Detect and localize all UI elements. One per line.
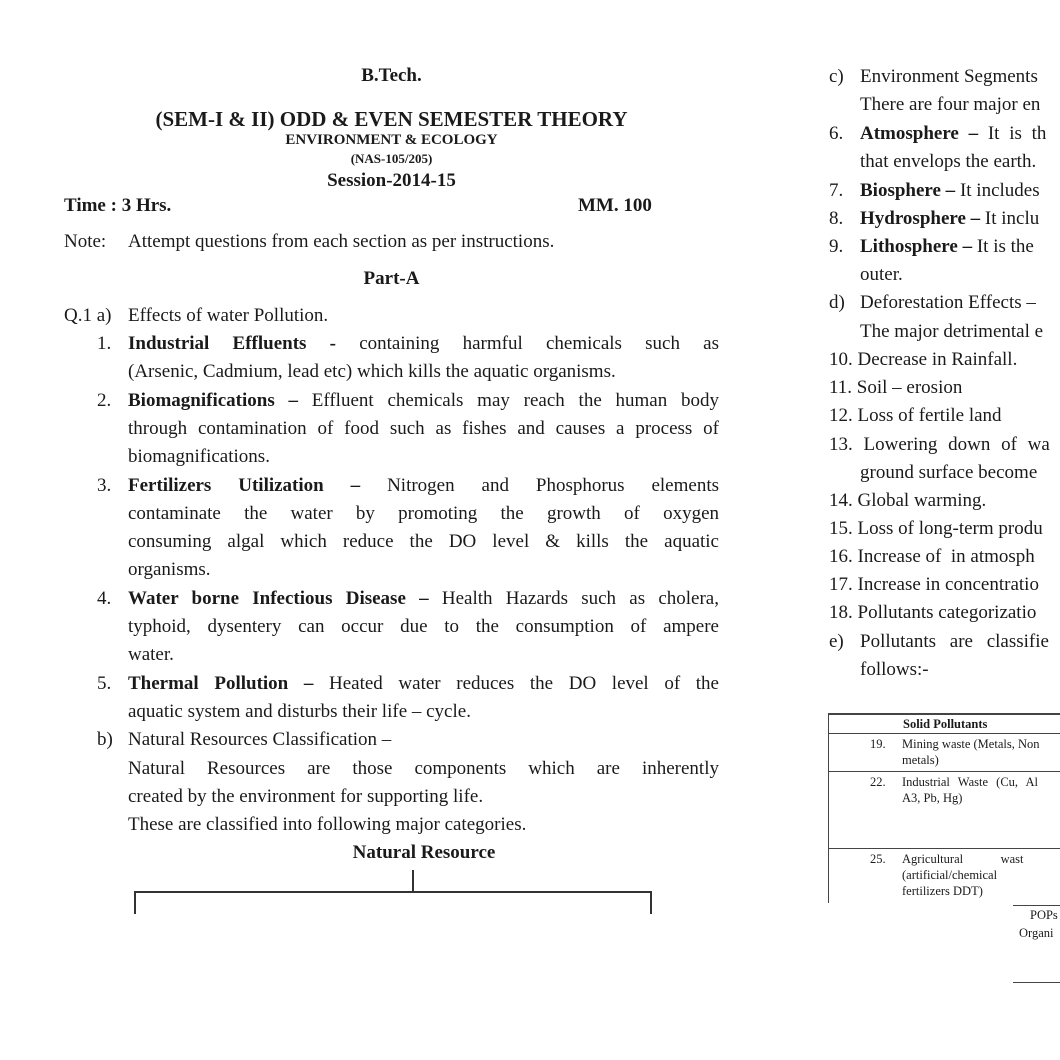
effect-item: 13. Lowering down of wa [829, 434, 1050, 455]
question-e-title: Pollutants are classifie [860, 631, 1049, 652]
effect-item: 15. Loss of long-term produ [829, 518, 1043, 539]
question-c-title: Environment Segments [860, 66, 1038, 87]
item-line: typhoid, dysentery can occur due to the consumption of ampere [128, 616, 719, 637]
item-term: Hydrosphere – [860, 208, 981, 229]
item-first-line: Biomagnifications – Effluent chemicals may reach the human body [128, 390, 719, 411]
exam-heading: (SEM-I & II) ODD & EVEN SEMESTER THEORY [155, 107, 628, 131]
paragraph-line: created by the environment for supporting life. [128, 786, 484, 807]
time-label: Time : 3 Hrs. [64, 195, 172, 216]
item-first-line: Atmosphere – It is th [860, 123, 1047, 144]
table-row-divider [828, 733, 1060, 734]
item-line: biomagnifications. [128, 446, 270, 467]
item-term: Industrial Effluents - [128, 333, 336, 354]
item-line: contaminate the water by promoting the growth of oxygen [128, 503, 719, 524]
question-d-label: d) [829, 292, 845, 313]
row-line: Industrial Waste (Cu, Al [902, 775, 1038, 789]
item-first-line: Biosphere – It includes [860, 180, 1040, 201]
table-row-divider [828, 848, 1060, 849]
item-line: water. [128, 644, 174, 665]
table-header: Solid Pollutants [903, 717, 988, 731]
effect-item: 10. Decrease in Rainfall. [829, 349, 1018, 370]
item-line: outer. [860, 264, 903, 285]
row-number: 19. [870, 737, 886, 751]
item-first-line: Hydrosphere – It inclu [860, 208, 1040, 229]
row-line: Mining waste (Metals, Non [902, 737, 1040, 751]
effect-item: 14. Global warming. [829, 490, 987, 511]
item-first-line: Industrial Effluents - containing harmful chemicals such as [128, 333, 720, 354]
row-line: fertilizers DDT) [902, 884, 983, 898]
question-e-label: e) [829, 631, 844, 652]
item-number: 9. [829, 236, 844, 257]
item-first-line: Water borne Infectious Disease – Health Hazards such as cholera, [128, 588, 719, 609]
item-number: 4. [97, 588, 112, 609]
item-line: aquatic system and disturbs their life – cycle. [128, 701, 471, 722]
session-heading: Session-2014-15 [327, 170, 456, 191]
diagram-left-drop [134, 891, 136, 914]
paragraph-line: The major detrimental e [860, 321, 1044, 342]
item-number: 5. [97, 673, 112, 694]
question-c-label: c) [829, 66, 844, 87]
item-first-line: Lithosphere – It is the [860, 236, 1034, 257]
question-b-title: Natural Resources Classification – [128, 729, 392, 750]
item-line: through contamination of food such as fishes and causes a process of [128, 418, 719, 439]
row-line: (artificial/chemical [902, 868, 998, 882]
table-border-left [828, 713, 829, 903]
effect-item-cont: ground surface become [860, 462, 1038, 483]
table-row-divider [828, 771, 1060, 772]
question-d-title: Deforestation Effects – [860, 292, 1036, 313]
effect-item: 18. Pollutants categorizatio [829, 602, 1037, 623]
item-line: organisms. [128, 559, 211, 580]
item-number: 2. [97, 390, 112, 411]
pops-rule-top [1013, 905, 1060, 906]
paragraph-line: Natural Resources are those components which are inherently [128, 758, 719, 779]
row-line: A3, Pb, Hg) [902, 791, 963, 805]
diagram-title: Natural Resource [352, 842, 496, 863]
right-column [820, 0, 1060, 1060]
item-term: Water borne Infectious Disease – [128, 588, 429, 609]
max-marks: MM. 100 [578, 195, 652, 216]
effect-item: 12. Loss of fertile land [829, 405, 1002, 426]
item-term: Lithosphere – [860, 236, 973, 257]
pops-rule-bottom [1013, 982, 1060, 983]
item-line: that envelops the earth. [860, 151, 1037, 172]
diagram-stem-line [412, 870, 414, 892]
item-line: consuming algal which reduce the DO level & kills the aquatic [128, 531, 719, 552]
item-term: Atmosphere – [860, 123, 979, 144]
question-b-label: b) [97, 729, 113, 750]
paragraph-line: There are four major en [860, 94, 1041, 115]
effect-item: 11. Soil – erosion [829, 377, 963, 398]
row-line: Agricultural wast [902, 852, 1024, 866]
item-line: (Arsenic, Cadmium, lead etc) which kills the aquatic organisms. [128, 361, 616, 382]
note-label: Note: [64, 231, 107, 252]
item-term: Biosphere – [860, 180, 956, 201]
row-line: metals) [902, 753, 939, 767]
effect-item: 16. Increase of in atmosph [829, 546, 1035, 567]
pops-label: POPs [1030, 908, 1058, 922]
note-text: Attempt questions from each section as per instructions. [128, 231, 555, 252]
question-a-title: Effects of water Pollution. [128, 305, 329, 326]
effect-item: 17. Increase in concentratio [829, 574, 1039, 595]
table-border-top [828, 713, 1060, 715]
paragraph-line: These are classified into following major categories. [128, 814, 527, 835]
item-term: Biomagnifications – [128, 390, 298, 411]
part-heading: Part-A [363, 268, 420, 289]
item-number: 1. [97, 333, 112, 354]
degree-heading: B.Tech. [361, 65, 422, 86]
item-number: 7. [829, 180, 844, 201]
item-number: 3. [97, 475, 112, 496]
organic-label: Organi [1019, 926, 1054, 940]
item-term: Fertilizers Utilization – [128, 475, 361, 496]
subject-heading: ENVIRONMENT & ECOLOGY [285, 132, 498, 148]
diagram-right-drop [650, 891, 652, 914]
course-code: (NAS-105/205) [350, 151, 433, 166]
question-label: Q.1 a) [64, 305, 112, 326]
item-term: Thermal Pollution – [128, 673, 314, 694]
row-number: 25. [870, 852, 886, 866]
item-number: 6. [829, 123, 844, 144]
paragraph-line: follows:- [860, 659, 929, 680]
item-number: 8. [829, 208, 844, 229]
item-first-line: Fertilizers Utilization – Nitrogen and Phosphorus elements [128, 475, 720, 496]
diagram-branch-line [134, 891, 652, 893]
item-first-line: Thermal Pollution – Heated water reduces the DO level of the [128, 673, 719, 694]
row-number: 22. [870, 775, 886, 789]
